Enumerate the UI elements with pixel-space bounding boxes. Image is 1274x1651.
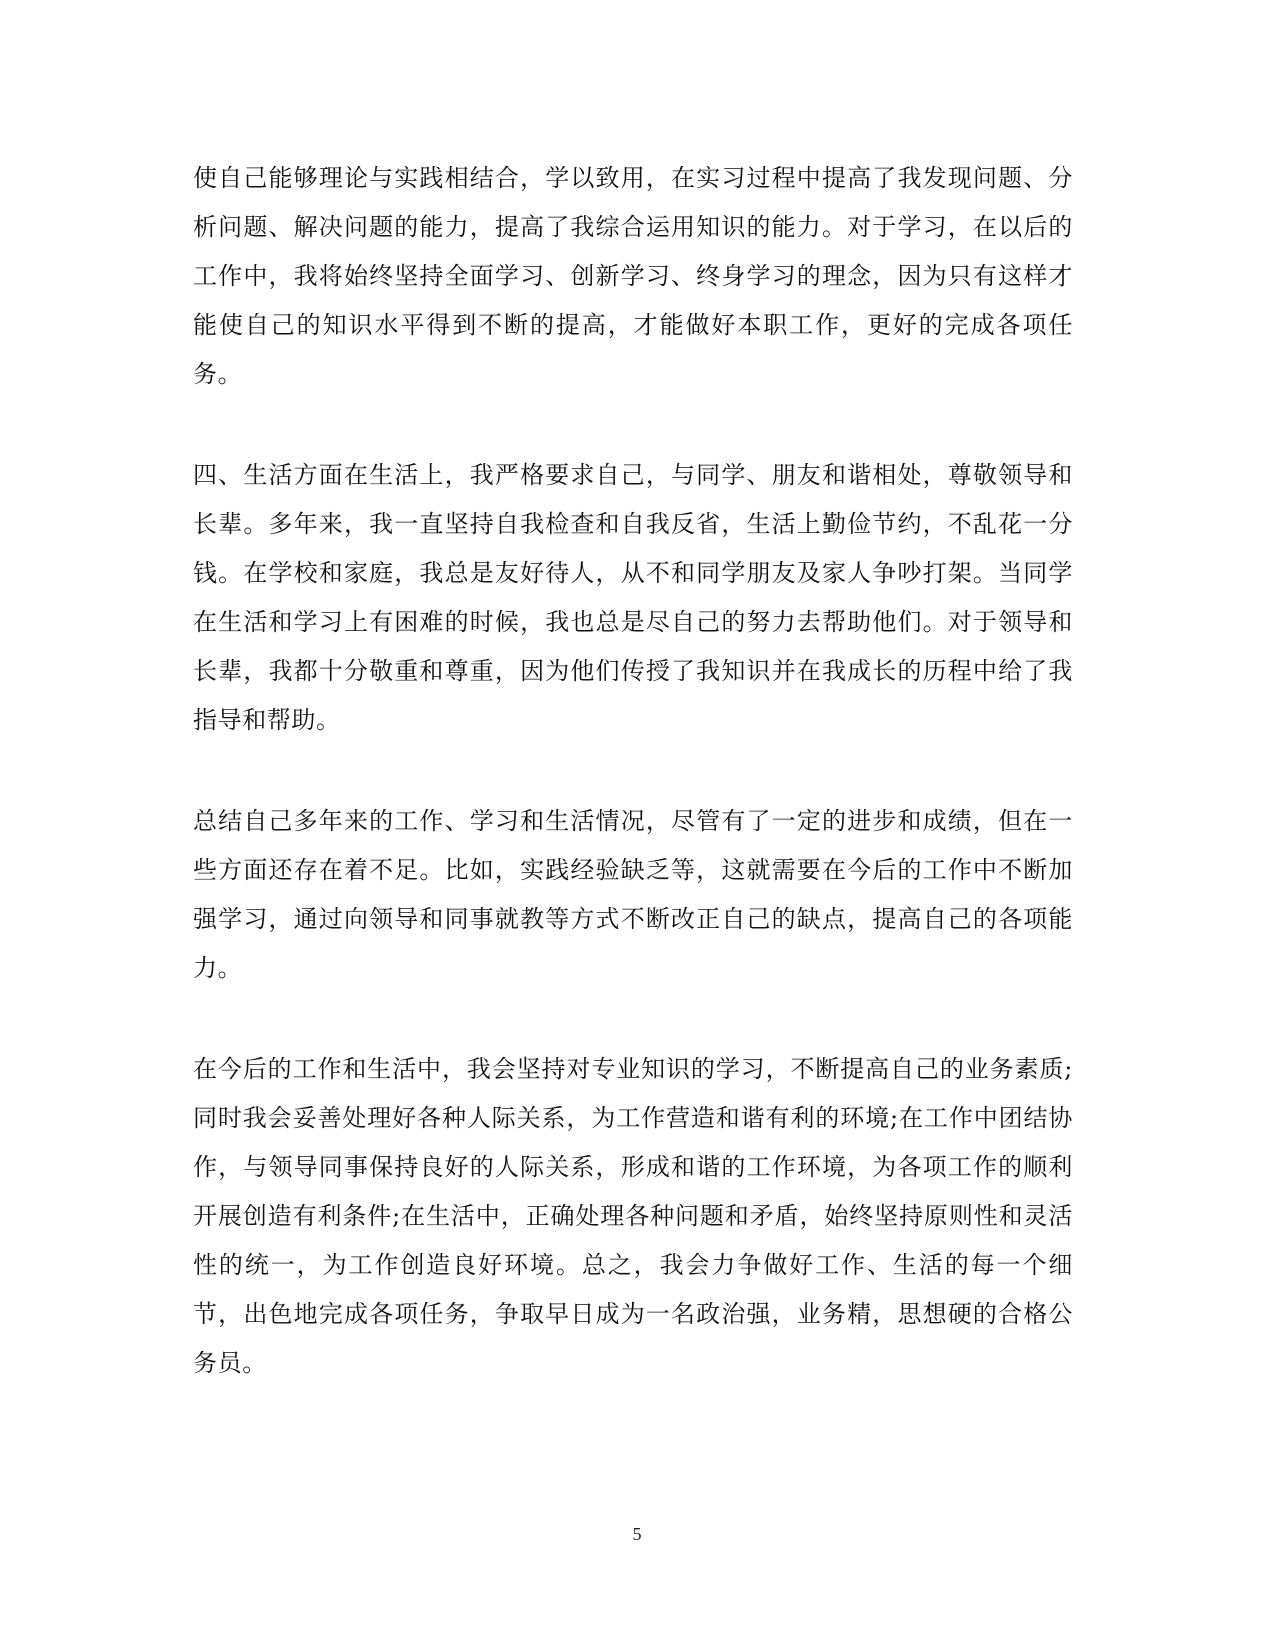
body-text	[193, 154, 1073, 1440]
page-number: 5	[632, 1524, 642, 1544]
paragraph-study: 使自己能够理论与实践相结合，学以致用，在实习过程中提高了我发现问题、分析问题、解决问题的能力，提高了我综合运用知识的能力。对于学习，在以后的工作中，我将始终坚持全面学习、创新学习、终身学习的理念，因为只有这样才能使自己的知识水平得到不断的提高，才能做好本职工作，更好的完成各项任务。	[193, 164, 1073, 388]
paragraph-life: 四、生活方面在生活上，我严格要求自己，与同学、朋友和谐相处，尊敬领导和长辈。多年来，我一直坚持自我检查和自我反省，生活上勤俭节约，不乱花一分钱。在学校和家庭，我总是友好待人，从不和同学朋友及家人争吵打架。当同学在生活和学习上有困难的时候，我也总是尽自己的努力去帮助他们。对于领导和长辈，我都十分敬重和尊重，因为他们传授了我知识并在我成长的历程中给了我指导和帮助。	[193, 461, 1073, 734]
paragraph-future: 在今后的工作和生活中，我会坚持对专业知识的学习，不断提高自己的业务素质;同时我会妥善处理好各种人际关系，为工作营造和谐有利的环境;在工作中团结协作，与领导同事保持良好的人际关系，形成和谐的工作环境，为各项工作的顺利开展创造有利条件;在生活中，正确处理各种问题和矛盾，始终坚持原则性和灵活性的统一，为工作创造良好环境。总之，我会力争做好工作、生活的每一个细节，出色地完成各项任务，争取早日成为一名政治强，业务精，思想硬的合格公务员。	[193, 1055, 1073, 1377]
paragraph-summary: 总结自己多年来的工作、学习和生活情况，尽管有了一定的进步和成绩，但在一些方面还存在着不足。比如，实践经验缺乏等，这就需要在今后的工作中不断加强学习，通过向领导和同事就教等方式不断改正自己的缺点，提高自己的各项能力。	[193, 807, 1073, 982]
